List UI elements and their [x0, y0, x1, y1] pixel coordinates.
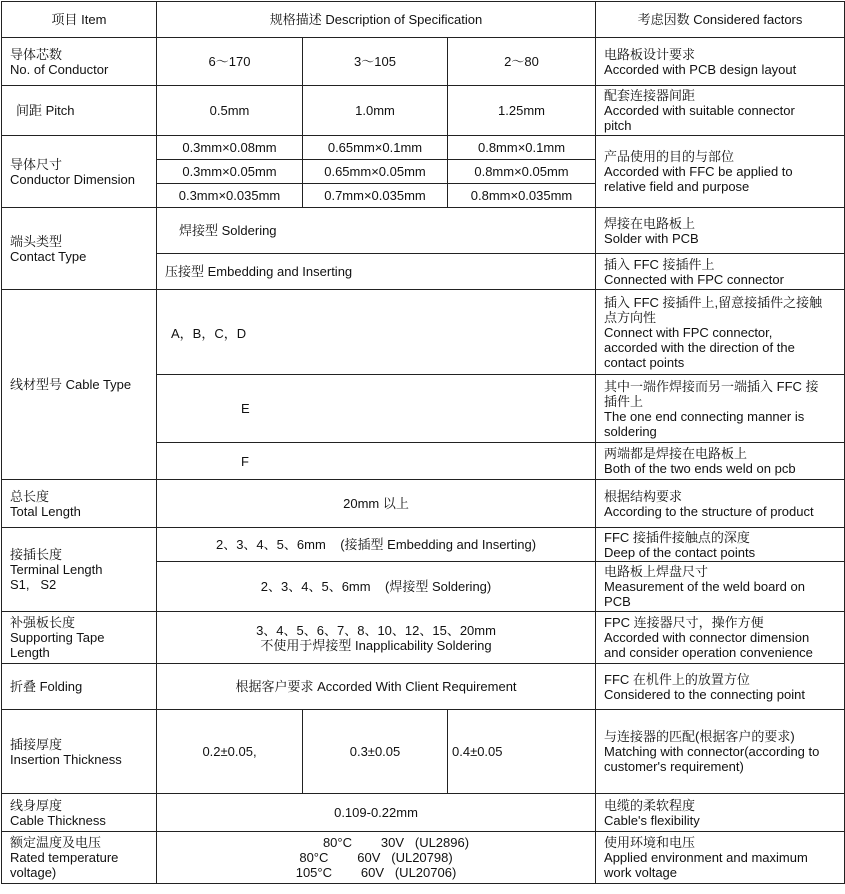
cable-type-e-factor-en-1: The one end connecting manner is: [604, 408, 805, 424]
terminal-embedding-factor-cn: FFC 接插件接触点的深度: [604, 529, 750, 545]
dimension-cell: 0.3mm×0.05mm: [157, 160, 303, 184]
terminal-embedding-factor: [596, 528, 845, 562]
pitch-value-3: 1.25mm: [448, 86, 596, 136]
pitch-factor-en-2: pitch: [604, 118, 632, 133]
folding-value: 根据客户要求 Accorded With Client Requirement: [157, 664, 596, 710]
cable-type-e-factor-cn-2: 插件上: [604, 393, 644, 409]
terminal-soldering-factor-en-2: PCB: [604, 594, 631, 609]
cable-type-abcd: A，B，C，D: [157, 290, 596, 375]
total-length-label-cn: 总长度: [10, 488, 50, 504]
dimension-label: [2, 136, 157, 208]
total-length-factor-en: According to the structure of product: [604, 503, 814, 519]
contact-soldering-factor-cn: 焊接在电路板上: [604, 215, 696, 231]
pitch-value-2: 1.0mm: [303, 86, 448, 136]
contact-embedding-factor-cn: 插入 FFC 接插件上: [604, 256, 715, 272]
dimension-cell: 0.3mm×0.08mm: [157, 136, 303, 160]
dimension-cell: 0.8mm×0.05mm: [448, 160, 596, 184]
rated-factor-cn: 使用环境和电压: [604, 835, 696, 850]
dimension-cell: 0.8mm×0.035mm: [448, 184, 596, 208]
conductor-value-3: 2～80: [448, 38, 596, 86]
folding-factor: [596, 664, 845, 710]
rated-value: [157, 832, 596, 884]
tape-value: [157, 612, 596, 664]
terminal-label-en: Terminal Length: [10, 562, 103, 577]
dimension-cell: 0.65mm×0.05mm: [303, 160, 448, 184]
pitch-value-1: 0.5mm: [157, 86, 303, 136]
rated-line-3: 105°C 60V (UL20706): [295, 865, 457, 880]
terminal-soldering: 2、3、4、5、6mm (焊接型 Soldering): [157, 562, 596, 612]
tape-factor-en-1: Accorded with connector dimension: [604, 630, 810, 645]
insertion-factor-en-2: customer's requirement): [604, 759, 744, 774]
contact-label-en: Contact Type: [10, 248, 87, 264]
cable-type-abcd-factor-en-2: accorded with the direction of the: [604, 339, 795, 355]
dimension-label-cn: 导体尺寸: [10, 156, 63, 172]
conductor-label-cn: 导体芯数: [10, 46, 63, 62]
conductor-label: [2, 38, 157, 86]
dimension-factor: [596, 136, 845, 208]
terminal-embedding: 2、3、4、5、6mm (接插型 Embedding and Inserting): [157, 528, 596, 562]
contact-embedding-factor: [596, 254, 845, 290]
dimension-factor-cn: 产品使用的目的与部位: [604, 149, 735, 164]
tape-label: [2, 612, 157, 664]
insertion-value-1: 0.2±0.05,: [157, 710, 303, 794]
dimension-cell: 0.8mm×0.1mm: [448, 136, 596, 160]
tape-row: [2, 612, 845, 664]
terminal-soldering-factor-cn: 电路板上焊盘尺寸: [604, 564, 709, 579]
cable-type-f-factor-cn: 两端都是焊接在电路板上: [604, 446, 748, 461]
tape-factor: [596, 612, 845, 664]
contact-label-cn: 端头类型: [10, 233, 63, 249]
pitch-factor: [596, 86, 845, 136]
total-length-factor: [596, 480, 845, 528]
rated-factor-en-2: work voltage: [604, 865, 678, 880]
insertion-factor-en-1: Matching with connector(according to: [604, 744, 820, 759]
conductor-factor: [596, 38, 845, 86]
cable-type-abcd-factor: [596, 290, 845, 375]
total-length-row: [2, 480, 845, 528]
cable-type-abcd-row: [2, 290, 845, 375]
cable-thickness-label-cn: 线身厚度: [10, 797, 63, 813]
tape-label-en-1: Supporting Tape: [10, 630, 105, 645]
rated-label-en-2: voltage): [10, 865, 57, 880]
dimension-factor-en-1: Accorded with FFC be applied to: [604, 164, 793, 179]
dimension-cell: 0.7mm×0.035mm: [303, 184, 448, 208]
cable-thickness-label-en: Cable Thickness: [10, 812, 106, 828]
dimension-label-en: Conductor Dimension: [10, 171, 136, 187]
conductor-factor-cn: 电路板设计要求: [604, 46, 696, 62]
contact-soldering: 焊接型 Soldering: [157, 208, 596, 254]
cable-type-e: E: [157, 375, 596, 443]
pitch-factor-en-1: Accorded with suitable connector: [604, 103, 795, 118]
insertion-label-cn: 插接厚度: [10, 736, 63, 752]
terminal-embedding-factor-en: Deep of the contact points: [604, 544, 756, 560]
terminal-label-s: S1, S2: [10, 577, 57, 592]
conductor-value-2: 3～105: [303, 38, 448, 86]
rated-row: [2, 832, 845, 884]
insertion-factor-cn: 与连接器的匹配(根据客户的要求): [604, 729, 795, 744]
folding-factor-en: Considered to the connecting point: [604, 686, 805, 702]
cable-thickness-row: [2, 794, 845, 832]
pitch-factor-cn: 配套连接器间距: [604, 88, 696, 103]
contact-soldering-factor: [596, 208, 845, 254]
conductor-row: [2, 38, 845, 86]
rated-line-2: 80°C 60V (UL20798): [299, 850, 453, 865]
rated-factor: [596, 832, 845, 884]
terminal-soldering-factor: [596, 562, 845, 612]
dimension-row-1: [2, 136, 845, 160]
conductor-label-en: No. of Conductor: [10, 61, 109, 77]
cable-type-label: 线材型号 Cable Type: [2, 290, 157, 480]
insertion-label-en: Insertion Thickness: [10, 751, 122, 767]
specification-table: [1, 1, 845, 884]
dimension-factor-en-2: relative field and purpose: [604, 179, 750, 194]
tape-value-1: 3、4、5、6、7、8、10、12、15、20mm: [256, 622, 496, 638]
pitch-row: [2, 86, 845, 136]
cable-thickness-factor-en: Cable's flexibility: [604, 812, 700, 828]
cable-type-e-factor-en-2: soldering: [604, 423, 657, 439]
cable-thickness-value: 0.109-0.22mm: [157, 794, 596, 832]
cable-type-f-factor-en: Both of the two ends weld on pcb: [604, 461, 796, 476]
header-spec: 规格描述 Description of Specification: [157, 2, 596, 38]
rated-label: [2, 832, 157, 884]
insertion-factor: [596, 710, 845, 794]
rated-label-en-1: Rated temperature: [10, 850, 119, 865]
folding-factor-cn: FFC 在机件上的放置方位: [604, 671, 750, 687]
tape-label-en-2: Length: [10, 645, 50, 660]
tape-label-cn: 补强板长度: [10, 615, 76, 630]
pitch-label: 间距 Pitch: [2, 86, 157, 136]
cable-type-f-factor: [596, 443, 845, 480]
cable-type-abcd-factor-cn-1: 插入 FFC 接插件上,留意接插件之接触: [604, 294, 823, 310]
cable-thickness-label: [2, 794, 157, 832]
tape-value-2: 不使用于焊接型 Inapplicability Soldering: [260, 637, 492, 653]
cable-thickness-factor: [596, 794, 845, 832]
tape-factor-cn: FPC 连接器尺寸，操作方便: [604, 615, 764, 630]
total-length-value: 20mm 以上: [157, 480, 596, 528]
header-row: [2, 2, 845, 38]
cable-type-abcd-factor-cn-2: 点方向性: [604, 309, 657, 325]
cable-type-f: F: [157, 443, 596, 480]
terminal-soldering-factor-en-1: Measurement of the weld board on: [604, 579, 805, 594]
header-item: 项目 Item: [2, 2, 157, 38]
header-factors: 考虑因数 Considered factors: [596, 2, 845, 38]
insertion-value-3: 0.4±0.05: [448, 710, 596, 794]
rated-label-cn: 额定温度及电压: [10, 835, 102, 850]
folding-label: 折叠 Folding: [2, 664, 157, 710]
contact-soldering-factor-en: Solder with PCB: [604, 230, 699, 246]
terminal-embedding-row: [2, 528, 845, 562]
contact-soldering-row: [2, 208, 845, 254]
cable-thickness-factor-cn: 电缆的柔软程度: [604, 797, 696, 813]
contact-label: [2, 208, 157, 290]
conductor-value-1: 6～170: [157, 38, 303, 86]
total-length-factor-cn: 根据结构要求: [604, 488, 683, 504]
total-length-label-en: Total Length: [10, 503, 81, 519]
dimension-cell: 0.65mm×0.1mm: [303, 136, 448, 160]
cable-type-abcd-factor-en-3: contact points: [604, 354, 685, 370]
tape-factor-en-2: and consider operation convenience: [604, 645, 813, 660]
contact-embedding: 压接型 Embedding and Inserting: [157, 254, 596, 290]
rated-line-1: 80°C 30V (UL2896): [322, 835, 470, 850]
contact-embedding-factor-en: Connected with FPC connector: [604, 271, 784, 287]
insertion-value-2: 0.3±0.05: [303, 710, 448, 794]
terminal-label: [2, 528, 157, 612]
cable-type-e-factor-cn-1: 其中一端作焊接而另一端插入 FFC 接: [604, 378, 819, 394]
insertion-label: [2, 710, 157, 794]
conductor-factor-en: Accorded with PCB design layout: [604, 61, 797, 77]
cable-type-e-factor: [596, 375, 845, 443]
total-length-label: [2, 480, 157, 528]
insertion-row: [2, 710, 845, 794]
terminal-label-cn: 接插长度: [10, 547, 63, 562]
rated-factor-en-1: Applied environment and maximum: [604, 850, 808, 865]
dimension-cell: 0.3mm×0.035mm: [157, 184, 303, 208]
cable-type-abcd-factor-en-1: Connect with FPC connector,: [604, 324, 773, 340]
folding-row: [2, 664, 845, 710]
